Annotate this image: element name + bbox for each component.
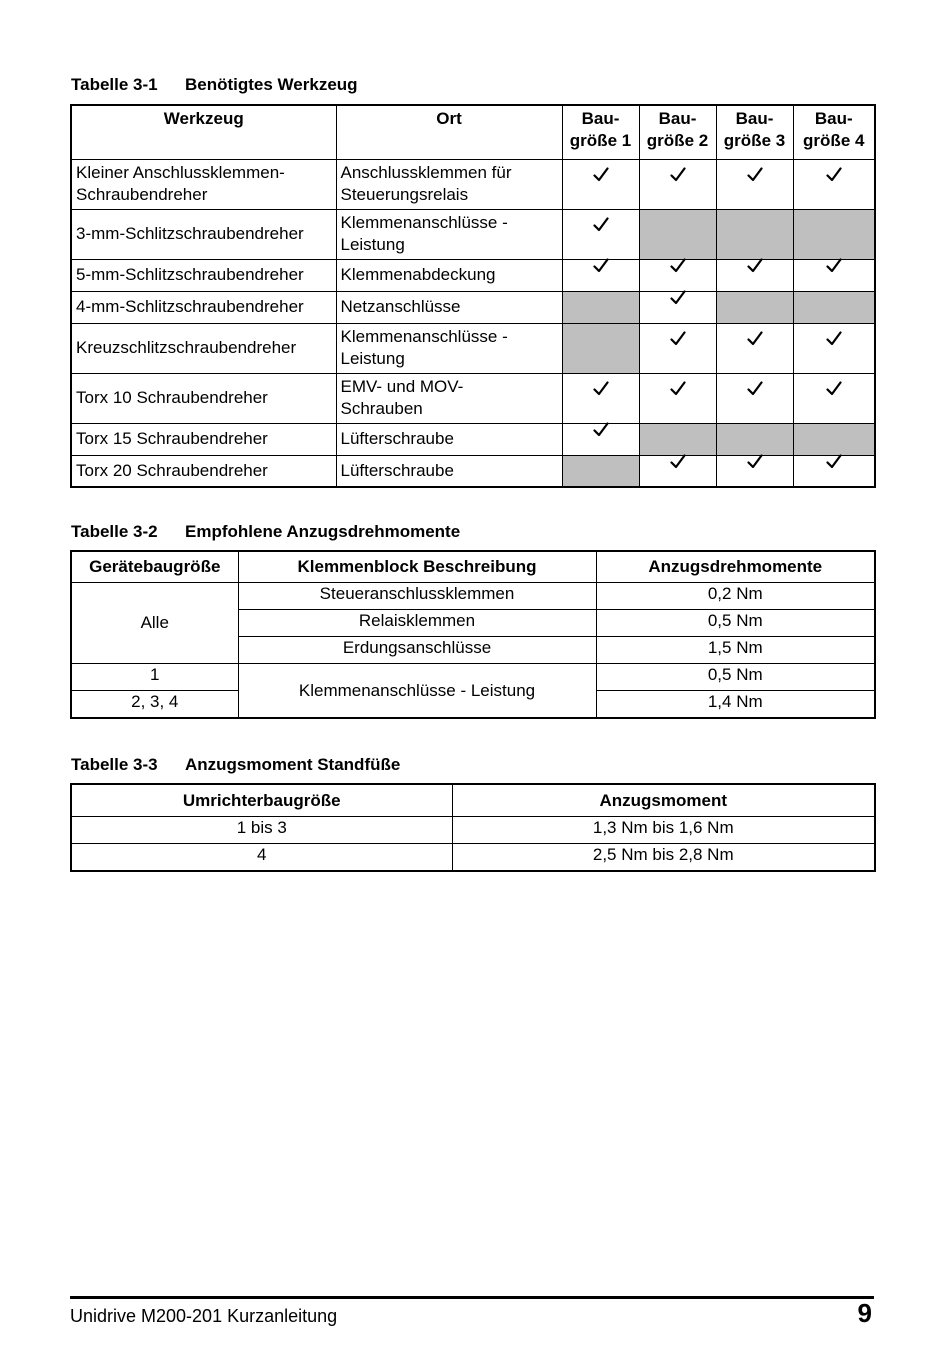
cell-size-2 <box>639 259 716 291</box>
cell-size-1 <box>562 323 639 373</box>
checkmark-icon <box>747 381 763 397</box>
table2-caption-number: Tabelle 3-2 <box>71 522 158 541</box>
cell-size-2 <box>639 423 716 455</box>
cell-size-1 <box>562 159 639 209</box>
checkmark-icon <box>670 381 686 397</box>
torque-table <box>70 550 876 719</box>
cell-size: 2, 3, 4 <box>71 691 238 719</box>
header-torque: Anzugsmoment <box>452 784 875 817</box>
table-row <box>71 583 875 610</box>
table3-caption-title: Anzugsmoment Standfüße <box>185 755 401 774</box>
cell-location: EMV- und MOV- Schrauben <box>336 373 562 423</box>
cell-size-4 <box>793 373 875 423</box>
table-row <box>71 159 875 209</box>
checkmark-icon <box>670 454 686 470</box>
cell-size-2 <box>639 291 716 323</box>
footer-doc-title: Unidrive M200-201 Kurzanleitung <box>70 1306 338 1326</box>
cell-torque: 0,5 Nm <box>596 610 875 637</box>
header-size-4: Bau- größe 4 <box>793 105 875 159</box>
cell-block-power: Klemmenanschlüsse - Leistung <box>238 664 596 719</box>
checkmark-icon <box>826 381 842 397</box>
checkmark-icon <box>747 258 763 274</box>
cell-torque: 1,4 Nm <box>596 691 875 719</box>
footer-rule <box>70 1296 874 1299</box>
cell-tool: 5-mm-Schlitzschraubendreher <box>71 259 336 291</box>
cell-size-1 <box>562 455 639 487</box>
checkmark-icon <box>670 258 686 274</box>
cell-tool: 3-mm-Schlitzschraubendreher <box>71 209 336 259</box>
cell-size-1 <box>562 259 639 291</box>
header-size-1: Bau- größe 1 <box>562 105 639 159</box>
cell-size-1 <box>562 209 639 259</box>
header-device-size: Gerätebaugröße <box>71 551 238 583</box>
cell-size-1 <box>562 423 639 455</box>
cell-torque: 2,5 Nm bis 2,8 Nm <box>452 844 875 872</box>
checkmark-icon <box>593 258 609 274</box>
header-tool: Werkzeug <box>71 105 336 159</box>
cell-location: Klemmenanschlüsse - Leistung <box>336 209 562 259</box>
header-block-description: Klemmenblock Beschreibung <box>238 551 596 583</box>
table-row <box>71 323 875 373</box>
table-row <box>71 373 875 423</box>
table1-caption <box>71 75 358 95</box>
cell-location: Klemmenabdeckung <box>336 259 562 291</box>
header-torques: Anzugsdrehmomente <box>596 551 875 583</box>
cell-size: 1 <box>71 664 238 691</box>
cell-tool: Torx 15 Schraubendreher <box>71 423 336 455</box>
cell-location: Netzanschlüsse <box>336 291 562 323</box>
cell-location: Klemmenanschlüsse - Leistung <box>336 323 562 373</box>
cell-size-1 <box>562 291 639 323</box>
cell-size-3 <box>716 291 793 323</box>
cell-size-2 <box>639 209 716 259</box>
cell-size-2 <box>639 373 716 423</box>
cell-tool: Kreuzschlitzschraubendreher <box>71 323 336 373</box>
header-size-3: Bau- größe 3 <box>716 105 793 159</box>
table-row <box>71 209 875 259</box>
header-location: Ort <box>336 105 562 159</box>
cell-size-4 <box>793 159 875 209</box>
cell-tool: Torx 10 Schraubendreher <box>71 373 336 423</box>
checkmark-icon <box>593 217 609 233</box>
cell-tool: Kleiner Anschlussklemmen- Schraubendreher <box>71 159 336 209</box>
cell-size-4 <box>793 455 875 487</box>
cell-size-3 <box>716 423 793 455</box>
table-row <box>71 844 875 872</box>
cell-size-3 <box>716 373 793 423</box>
cell-size-3 <box>716 259 793 291</box>
checkmark-icon <box>593 381 609 397</box>
checkmark-icon <box>670 290 686 306</box>
cell-size-alle: Alle <box>71 583 238 664</box>
cell-size-4 <box>793 209 875 259</box>
cell-size-3 <box>716 209 793 259</box>
cell-torque: 0,5 Nm <box>596 664 875 691</box>
cell-size: 1 bis 3 <box>71 817 452 844</box>
table-row <box>71 291 875 323</box>
table2-caption <box>71 522 460 542</box>
cell-size-4 <box>793 323 875 373</box>
foot-torque-table <box>70 783 876 872</box>
cell-location: Lüfterschraube <box>336 423 562 455</box>
cell-size-2 <box>639 455 716 487</box>
cell-size-4 <box>793 259 875 291</box>
header-size-2: Bau- größe 2 <box>639 105 716 159</box>
checkmark-icon <box>593 422 609 438</box>
table3-caption-number: Tabelle 3-3 <box>71 755 158 774</box>
cell-block: Erdungsanschlüsse <box>238 637 596 664</box>
table-row <box>71 664 875 691</box>
cell-size-4 <box>793 291 875 323</box>
table1-caption-number: Tabelle 3-1 <box>71 75 158 94</box>
cell-size-2 <box>639 159 716 209</box>
cell-size-2 <box>639 323 716 373</box>
cell-size-3 <box>716 455 793 487</box>
header-drive-size: Umrichterbaugröße <box>71 784 452 817</box>
checkmark-icon <box>826 454 842 470</box>
cell-tool: Torx 20 Schraubendreher <box>71 455 336 487</box>
checkmark-icon <box>747 454 763 470</box>
tools-table <box>70 104 876 488</box>
checkmark-icon <box>593 167 609 183</box>
checkmark-icon <box>670 167 686 183</box>
table-row <box>71 423 875 455</box>
page-number: 9 <box>857 1298 872 1328</box>
table-row <box>71 259 875 291</box>
cell-size-4 <box>793 423 875 455</box>
cell-tool: 4-mm-Schlitzschraubendreher <box>71 291 336 323</box>
checkmark-icon <box>826 167 842 183</box>
checkmark-icon <box>747 167 763 183</box>
cell-torque: 1,3 Nm bis 1,6 Nm <box>452 817 875 844</box>
cell-size-3 <box>716 159 793 209</box>
checkmark-icon <box>826 258 842 274</box>
table2-caption-title: Empfohlene Anzugsdrehmomente <box>185 522 461 541</box>
table1-caption-title: Benötigtes Werkzeug <box>185 75 358 94</box>
checkmark-icon <box>670 331 686 347</box>
checkmark-icon <box>747 331 763 347</box>
table3-caption <box>71 755 400 775</box>
table-row <box>71 455 875 487</box>
cell-size-1 <box>562 373 639 423</box>
cell-torque: 0,2 Nm <box>596 583 875 610</box>
cell-location: Anschlussklemmen für Steuerungsrelais <box>336 159 562 209</box>
cell-block: Steueranschlussklemmen <box>238 583 596 610</box>
table-row <box>71 817 875 844</box>
cell-location: Lüfterschraube <box>336 455 562 487</box>
cell-block: Relaisklemmen <box>238 610 596 637</box>
cell-size: 4 <box>71 844 452 872</box>
checkmark-icon <box>826 331 842 347</box>
cell-torque: 1,5 Nm <box>596 637 875 664</box>
cell-size-3 <box>716 323 793 373</box>
